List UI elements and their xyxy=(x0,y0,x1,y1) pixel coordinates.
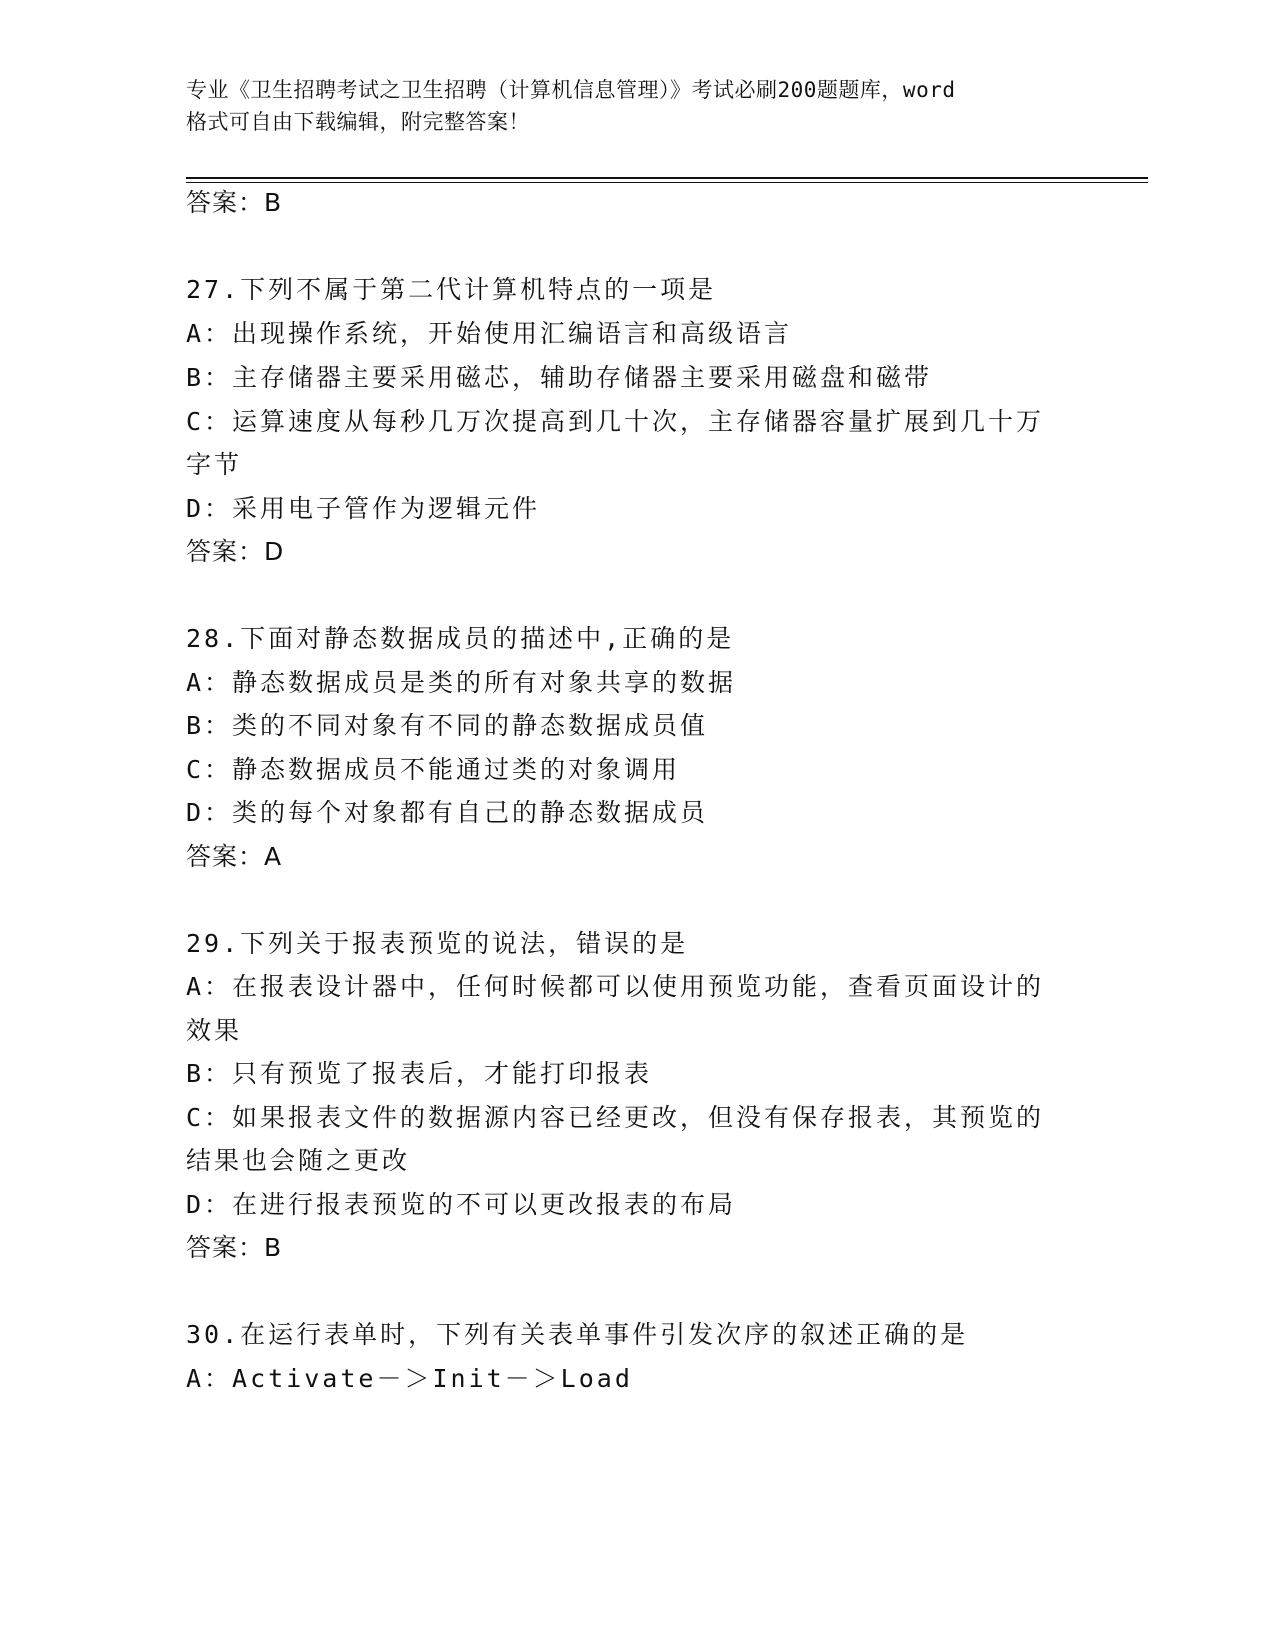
question-28-option-c: C：静态数据成员不能通过类的对象调用 xyxy=(186,755,681,784)
question-28-option-a: A：静态数据成员是类的所有对象共享的数据 xyxy=(186,668,737,697)
document-header xyxy=(186,74,1086,138)
question-27-option-c: C：运算速度从每秒几万次提高到几十次，主存储器容量扩展到几十万 xyxy=(186,407,1045,436)
header-line-2: 格式可自由下载编辑，附完整答案！ xyxy=(186,110,530,134)
question-29-option-b: B：只有预览了报表后，才能打印报表 xyxy=(186,1059,653,1088)
question-27-stem: 27.下列不属于第二代计算机特点的一项是 xyxy=(186,275,717,304)
question-28-option-d: D：类的每个对象都有自己的静态数据成员 xyxy=(186,798,709,827)
question-27-answer: 答案：D xyxy=(186,537,285,566)
header-divider xyxy=(186,177,1148,183)
header-line-1: 专业《卫生招聘考试之卫生招聘（计算机信息管理）》考试必刷200题题库，word xyxy=(186,78,956,102)
question-29-option-d: D：在进行报表预览的不可以更改报表的布局 xyxy=(186,1190,737,1219)
question-30-stem: 30.在运行表单时，下列有关表单事件引发次序的叙述正确的是 xyxy=(186,1320,969,1349)
question-27-option-a: A：出现操作系统，开始使用汇编语言和高级语言 xyxy=(186,319,793,348)
question-30-option-a: A：Activate－＞Init－＞Load xyxy=(186,1364,633,1393)
question-28-answer: 答案：A xyxy=(186,842,283,871)
question-28-option-b: B：类的不同对象有不同的静态数据成员值 xyxy=(186,711,709,740)
question-27-option-c-cont: 字节 xyxy=(186,450,243,479)
question-27-option-d: D：采用电子管作为逻辑元件 xyxy=(186,494,541,523)
question-29-stem: 29.下列关于报表预览的说法，错误的是 xyxy=(186,929,689,958)
question-29-option-c: C：如果报表文件的数据源内容已经更改，但没有保存报表，其预览的 xyxy=(186,1103,1045,1132)
question-29-option-a-cont: 效果 xyxy=(186,1016,243,1045)
question-29-answer: 答案：B xyxy=(186,1233,283,1262)
question-29-option-c-cont: 结果也会随之更改 xyxy=(186,1146,411,1175)
question-28-stem: 28.下面对静态数据成员的描述中,正确的是 xyxy=(186,624,735,653)
question-29-option-a: A：在报表设计器中，任何时候都可以使用预览功能，查看页面设计的 xyxy=(186,972,1045,1001)
question-27-option-b: B：主存储器主要采用磁芯，辅助存储器主要采用磁盘和磁带 xyxy=(186,363,933,392)
previous-answer: 答案：B xyxy=(186,188,283,217)
